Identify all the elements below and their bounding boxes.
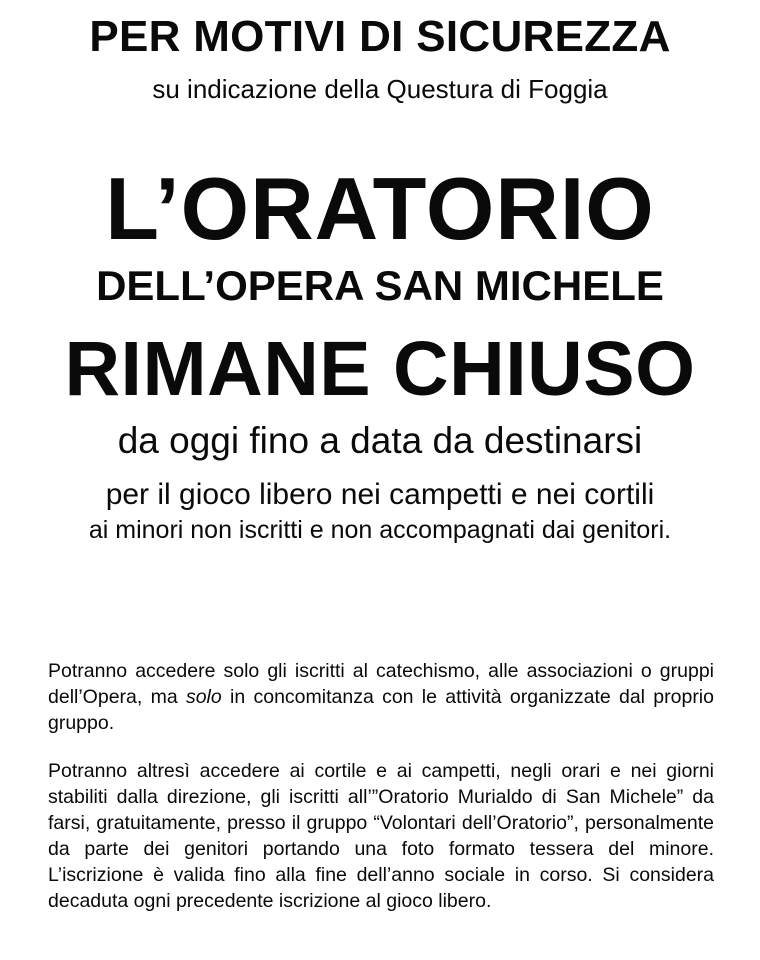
headline-closed: RIMANE CHIUSO	[64, 326, 696, 412]
paragraph-registration: Potranno altresì accedere ai cortile e ai campetti, negli orari e nei giorni stabiliti dalla direzione, gli iscritti all’”Oratorio Murialdo di San Michele” da farsi, gratuitamente, presso il gruppo “Volontari dell’Oratorio”, personalmente da parte dei genitori portando una foto formato tessera del minore. L’iscrizione è valida fino alla fine dell’anno sociale in corso. Si considera decaduta ogni precedente iscrizione al gioco libero.	[48, 760, 714, 912]
notice-title: PER MOTIVI DI SICUREZZA	[89, 12, 671, 61]
detail-target: ai minori non iscritti e non accompagnati dai genitori.	[88, 516, 672, 544]
headline-opera: DELL’OPERA SAN MICHELE	[96, 262, 664, 309]
detail-duration: da oggi fino a data da destinarsi	[117, 420, 643, 461]
notice-subtitle: su indicazione della Questura di Foggia	[152, 74, 608, 104]
paragraph-access-emphasis: solo	[185, 686, 222, 708]
headline-oratorio: L’ORATORIO	[105, 159, 655, 258]
detail-scope: per il gioco libero nei campetti e nei cortili	[105, 478, 655, 511]
paragraph-access-end: in concomitanza con le attività organizzate dal proprio gruppo.	[48, 686, 714, 734]
paragraph-access-start: Potranno accedere solo gli iscritti al catechismo, alle associazioni o gruppi dell’Opera, ma	[48, 660, 714, 708]
paragraph-access	[48, 658, 714, 736]
